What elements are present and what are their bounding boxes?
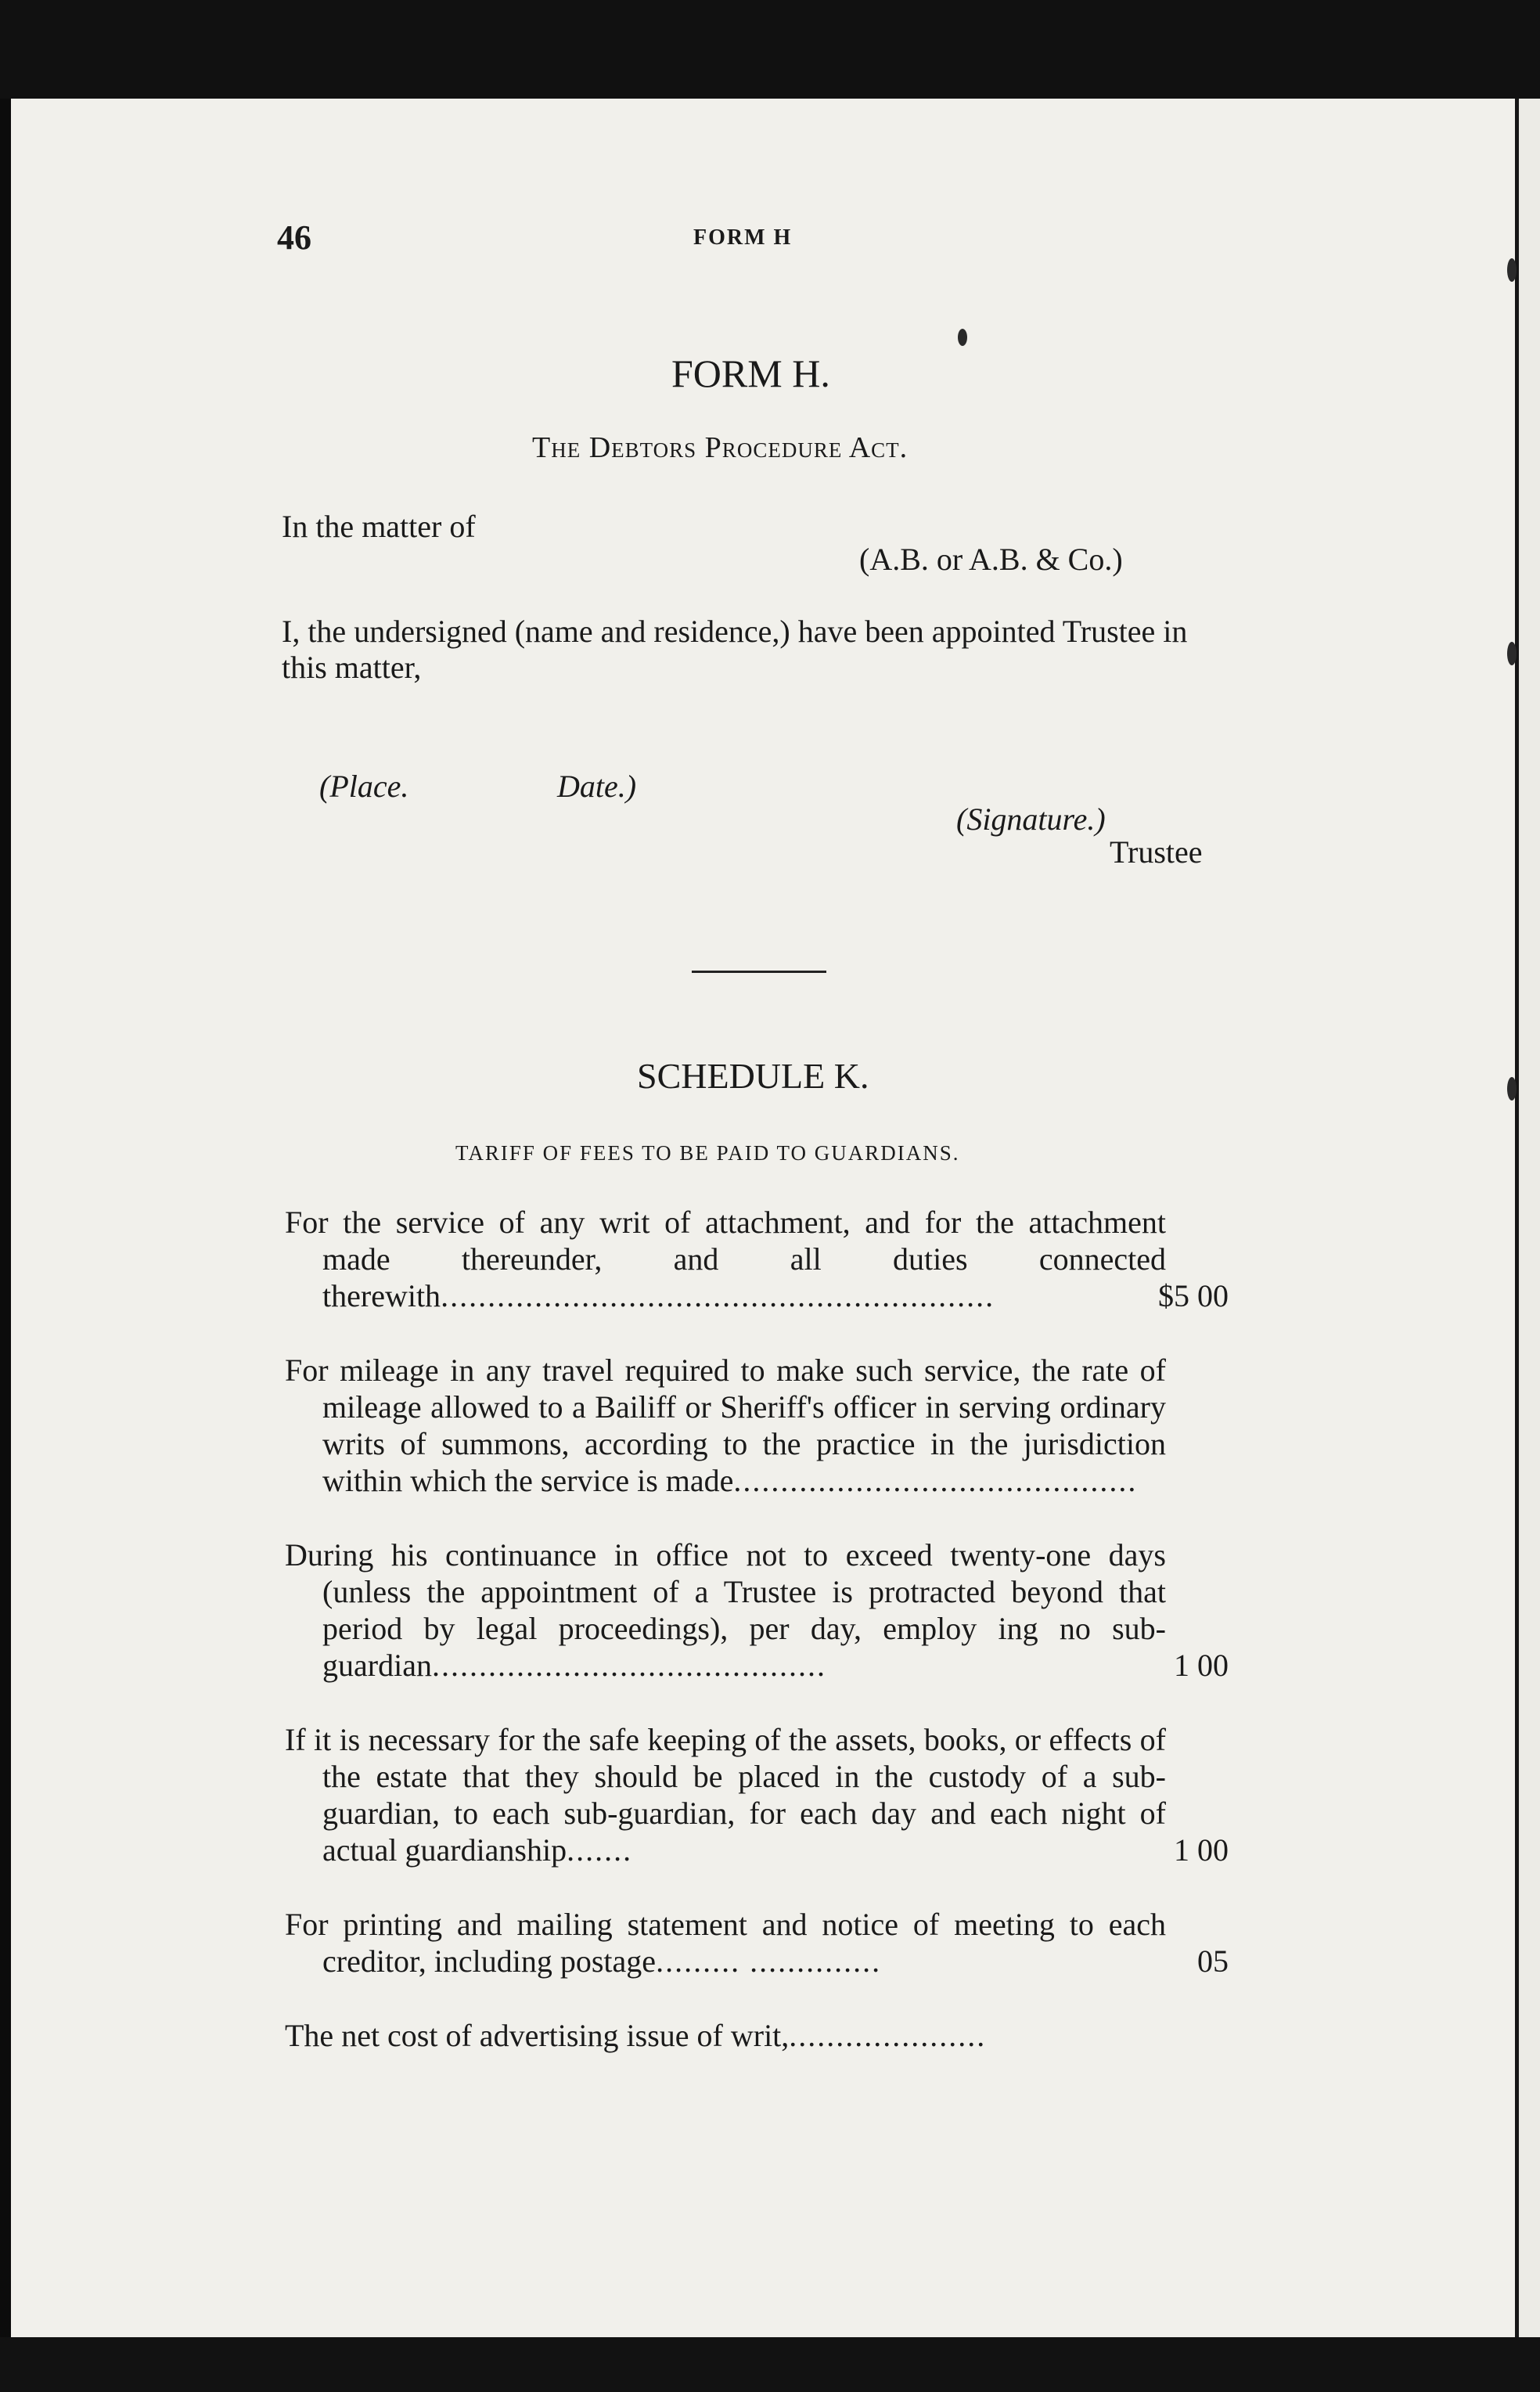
fee-amount: 1 00: [1174, 1648, 1229, 1683]
fee-list: [285, 1204, 1240, 2091]
fee-item: [285, 1906, 1240, 1980]
fee-item: [285, 1204, 1240, 1314]
running-title: FORM H: [693, 225, 793, 250]
ink-speck: [1507, 1077, 1517, 1101]
form-title: FORM H.: [671, 351, 830, 395]
fee-amount: 1 00: [1174, 1832, 1229, 1868]
act-title: The Debtors Procedure Act.: [532, 431, 909, 464]
party-placeholder: (A.B. or A.B. & Co.): [859, 542, 1123, 577]
signer-role: Trustee: [1110, 834, 1203, 870]
scan-bottom-band: [0, 2337, 1540, 2392]
fee-amount: 05: [1197, 1944, 1229, 1979]
fee-description: For printing and mailing statement and notice of meeting to each creditor, including postage: [285, 1907, 1166, 1979]
leader-dots: .....................: [789, 2018, 987, 2053]
schedule-subtitle: TARIFF OF FEES TO BE PAID TO GUARDIANS.: [455, 1141, 960, 1165]
ink-speck: [1507, 642, 1517, 665]
signature-field: (Signature.): [956, 802, 1106, 837]
place-field: (Place.: [319, 769, 409, 804]
fee-item: [285, 1536, 1240, 1684]
leader-dots: ...........................................................: [441, 1278, 995, 1313]
fee-amount: $5 00: [1158, 1278, 1229, 1313]
fee-description: If it is necessary for the safe keeping of the assets, books, or effects of the estate that they should be placed in the custody of a sub-guardian, to each sub-guardian, for each day and each night of actual guardianship: [285, 1722, 1166, 1868]
schedule-title: SCHEDULE K.: [637, 1056, 869, 1096]
ink-speck: [958, 329, 967, 346]
fee-item: [285, 1352, 1240, 1499]
page-number: 46: [277, 218, 311, 257]
fee-description: The net cost of advertising issue of writ,: [285, 2018, 790, 2053]
fee-description: During his continuance in office not to exceed twenty-one days (unless the appointment of a Trustee is protracted beyond that period by legal proceedings), per day, employ ing no sub-guardian: [285, 1537, 1166, 1683]
fee-item: [285, 2017, 1240, 2054]
date-field: Date.): [557, 769, 637, 804]
scan-right-edge: [1515, 99, 1540, 2337]
leader-dots: ......... ..............: [656, 1944, 882, 1979]
section-divider: [692, 971, 826, 973]
ink-speck: [1507, 258, 1517, 282]
leader-dots: ...........................................: [733, 1463, 1138, 1498]
leader-dots: .......: [567, 1832, 633, 1868]
fee-item: [285, 1721, 1240, 1868]
fee-description: For the service of any writ of attachment, and for the attachment made thereunder, and all duties connected therewith: [285, 1205, 1166, 1313]
declaration-text: I, the undersigned (name and residence,) have been appointed Trustee in this matter,: [282, 614, 1188, 685]
matter-label: In the matter of: [282, 509, 476, 544]
fee-description: For mileage in any travel required to make such service, the rate of mileage allowed to a Bailiff or Sheriff's officer in serving ordinary writs of summons, according to the practice in the jurisdiction within which the service is made: [285, 1353, 1166, 1498]
leader-dots: ..........................................: [431, 1648, 826, 1683]
